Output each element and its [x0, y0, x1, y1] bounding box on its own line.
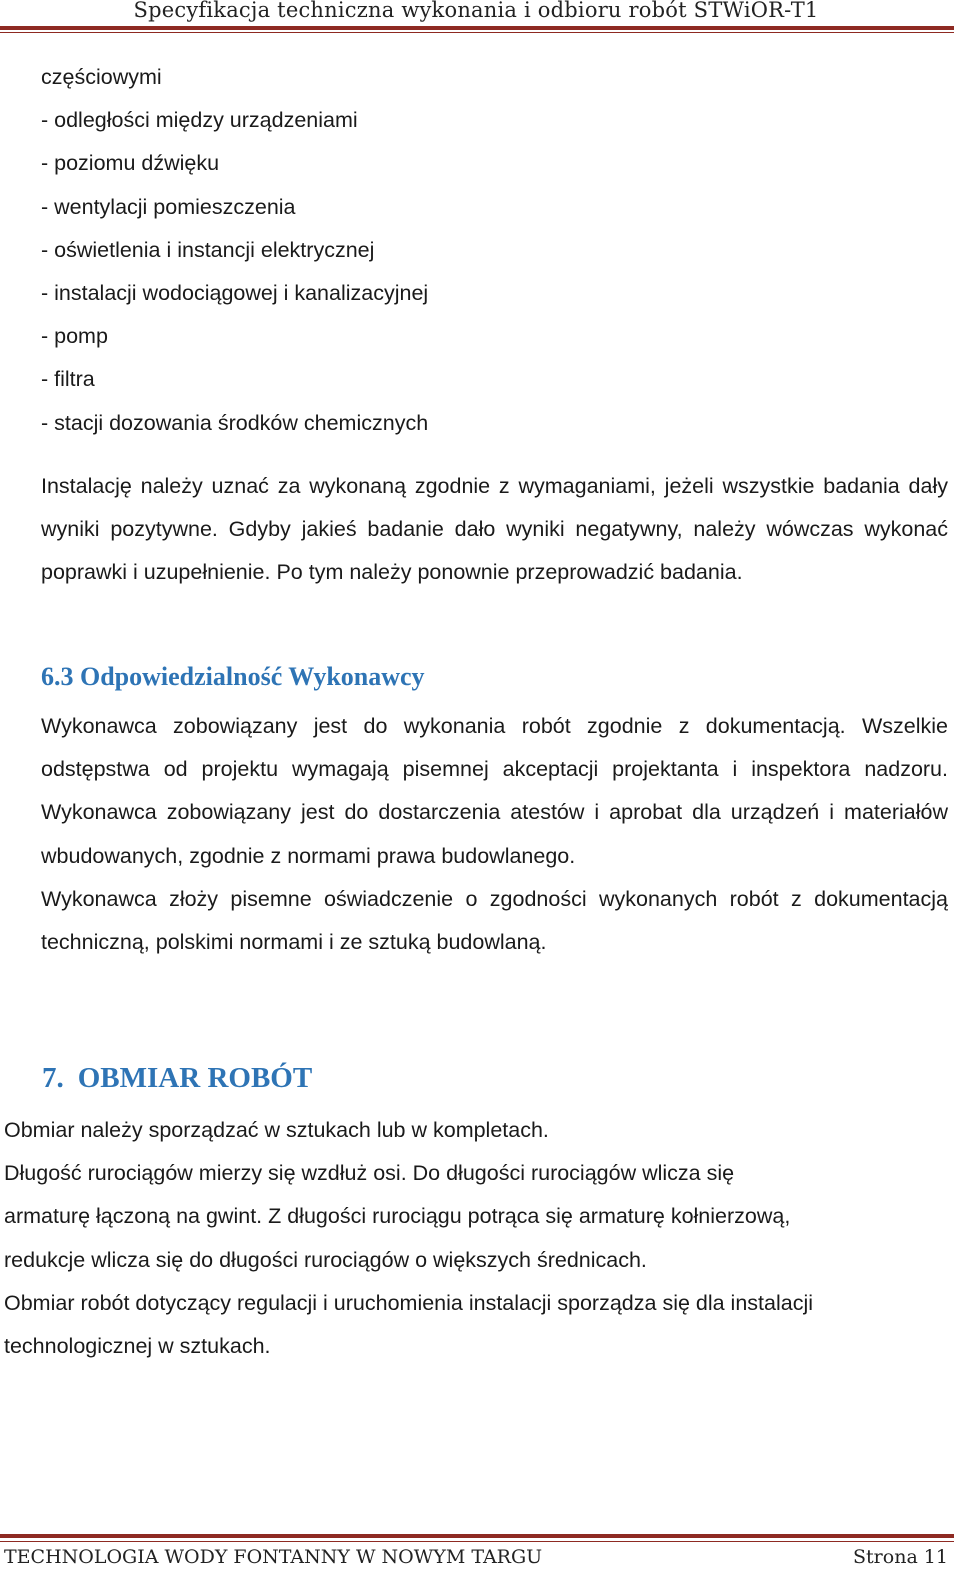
installation-paragraph: Instalację należy uznać za wykonaną zgodnie z wymaganiami, jeżeli wszystkie badania dały wyniki pozytywne. Gdyby jakieś badanie dało wyniki negatywny, należy wówczas wykonać poprawki i uzupełnienie. Po tym należy ponownie przeprowadzić badania.	[41, 474, 948, 585]
section-7-body	[4, 1109, 949, 1368]
list-item: - pomp	[41, 324, 108, 349]
header-rule-thick	[0, 26, 954, 30]
list-item: - oświetlenia i instancji elektrycznej	[41, 237, 375, 262]
contractor-statement-paragraph: Wykonawca złoży pisemne oświadczenie o zgodności wykonanych robót z dokumentacją techniczną, polskimi normami i ze sztuką budowlaną.	[41, 886, 948, 955]
paragraph-line: technologicznej w sztukach.	[4, 1334, 271, 1359]
list-item: - instalacji wodociągowej i kanalizacyjnej	[41, 281, 429, 306]
section-7-number: 7.	[42, 1062, 64, 1094]
section-6-3-body	[41, 705, 948, 964]
contractor-responsibility-paragraph: Wykonawca zobowiązany jest do wykonania robót zgodnie z dokumentacją. Wszelkie odstępstwa od projektu wymagają pisemnej akceptacji projektanta i inspektora nadzoru. Wykonawca zobowiązany jest do dostarczenia atestów i aprobat dla urządzeń i materiałów wbudowanych, zgodnie z normami prawa budowlanego.	[41, 714, 948, 868]
footer-rule-thin	[0, 1541, 954, 1542]
paragraph-line: redukcje wlicza się do długości rurociągów o większych średnicach.	[4, 1247, 647, 1272]
page-number: Strona 11	[853, 1546, 948, 1568]
header-rule-thin	[0, 32, 954, 33]
list-item: - stacji dozowania środków chemicznych	[41, 410, 429, 435]
section-7-heading	[42, 1062, 312, 1095]
inspection-list	[41, 56, 428, 445]
paragraph-line: armaturę łączoną na gwint. Z długości rurociągu potrąca się armaturę kołnierzową,	[4, 1204, 791, 1229]
section-6-3-heading: 6.3 Odpowiedzialność Wykonawcy	[41, 662, 425, 691]
paragraph-line: Długość rurociągów mierzy się wzdłuż osi. Do długości rurociągów wlicza się	[4, 1161, 735, 1186]
paragraph-line: Obmiar robót dotyczący regulacji i uruchomienia instalacji sporządza się dla instalacji	[4, 1290, 814, 1315]
footer-text	[4, 1546, 948, 1568]
paragraph-line: Obmiar należy sporządzać w sztukach lub w kompletach.	[4, 1118, 549, 1142]
list-item: - wentylacji pomieszczenia	[41, 194, 296, 219]
list-item: - odległości między urządzeniami	[41, 108, 358, 133]
document-title: Specyfikacja techniczna wykonania i odbioru robót STWiOR-T1	[133, 0, 819, 22]
footer-project-name: TECHNOLOGIA WODY FONTANNY W NOWYM TARGU	[4, 1546, 543, 1568]
footer-rule-thick	[0, 1534, 954, 1538]
section-7-title: OBMIAR ROBÓT	[77, 1062, 313, 1094]
list-item: częściowymi	[41, 65, 162, 89]
list-item: - filtra	[41, 367, 95, 392]
list-item: - poziomu dźwięku	[41, 151, 220, 176]
